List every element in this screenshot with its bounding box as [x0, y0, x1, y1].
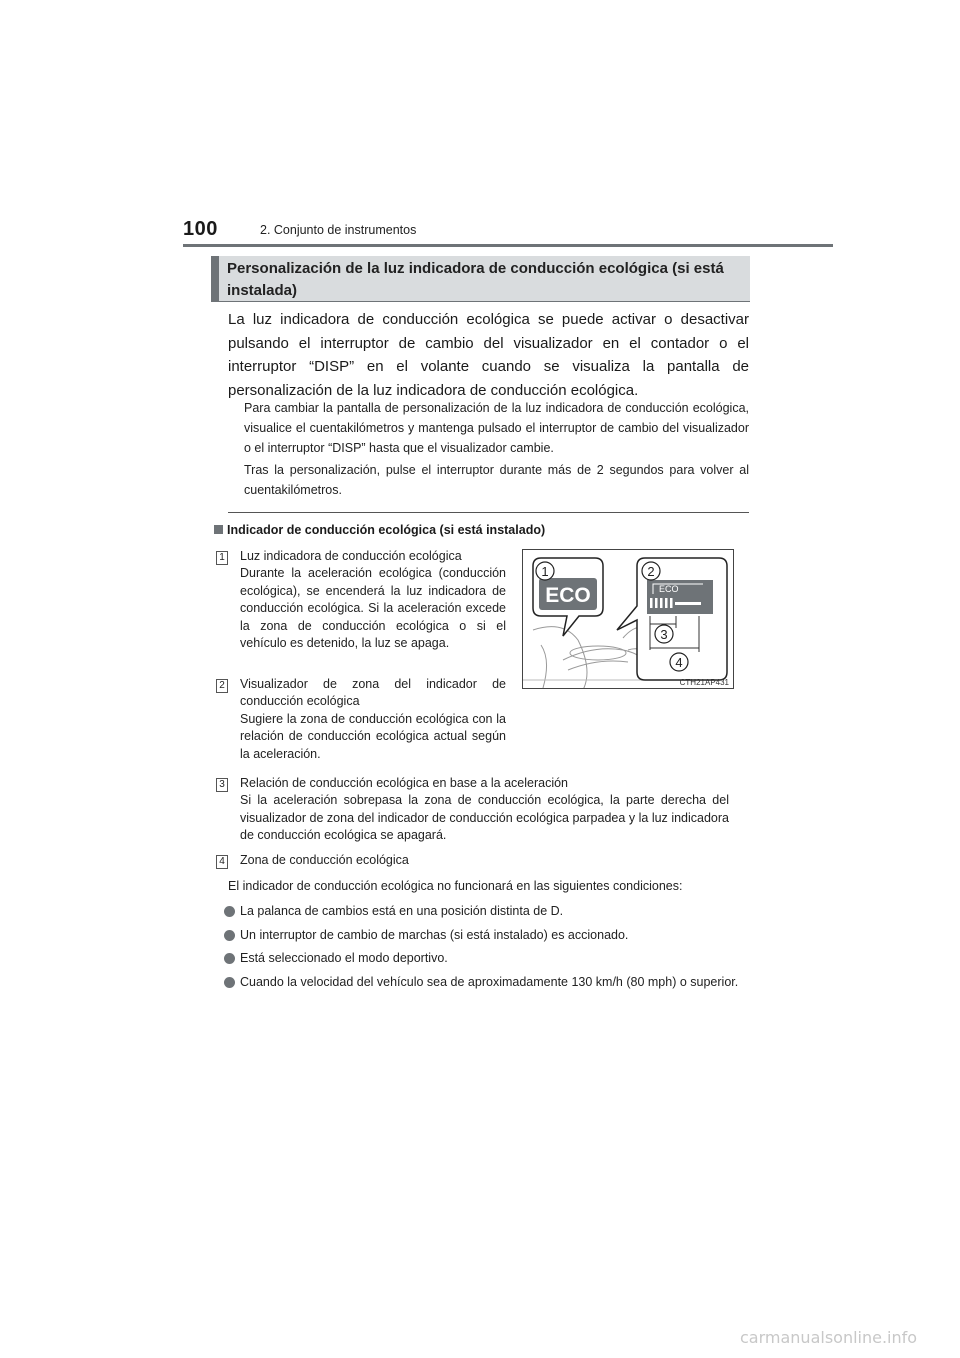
item-number-4: 4	[216, 855, 228, 869]
item-4	[240, 852, 729, 869]
intro-paragraph: La luz indicadora de conducción ecológica se puede activar o desactivar pulsando el interruptor de cambio del visualizador en el contador o el interruptor “DISP” en el volante cuando se visualiza la pantalla de personalización de la luz indicadora de conducción ecológica.	[228, 311, 749, 399]
section-title: 2. Conjunto de instrumentos	[260, 223, 417, 237]
square-bullet-icon	[214, 525, 223, 534]
item-4-title: Zona de conducción ecológica	[240, 853, 409, 867]
callout-4: 4	[675, 655, 683, 670]
section-heading	[211, 256, 750, 302]
item-3	[240, 775, 729, 845]
subheading	[214, 523, 545, 537]
item-number-2: 2	[216, 679, 228, 693]
dashboard-illustration	[523, 550, 734, 689]
item-number-1: 1	[216, 551, 228, 565]
eco-label: ECO	[545, 584, 591, 607]
condition-item: Cuando la velocidad del vehículo sea de aproximadamente 130 km/h (80 mph) o superior.	[224, 974, 750, 991]
conditions-intro: El indicador de conducción ecológica no funcionará en las siguientes condiciones:	[228, 879, 683, 893]
section-heading-line1: Personalización de la luz indicadora de conducción ecológica (si está	[227, 260, 724, 277]
bullet-dot-icon	[224, 906, 235, 917]
callout-1: 1	[541, 564, 549, 579]
condition-item: Un interruptor de cambio de marchas (si está instalado) es accionado.	[224, 927, 750, 944]
item-2	[240, 676, 506, 763]
subheading-text: Indicador de conducción ecológica (si está instalado)	[227, 523, 546, 537]
item-2-body: Sugiere la zona de conducción ecológica con la relación de conducción ecológica actual según la aceleración.	[240, 711, 506, 761]
item-2-title: Visualizador de zona del indicador de conducción ecológica	[240, 677, 506, 709]
eco-small-label: ECO	[659, 584, 679, 594]
note-paragraph: Para cambiar la pantalla de personalización de la luz indicadora de conducción ecológica, visualice el cuentakilómetros y mantenga pulsado el interruptor de cambio del visualizador o el interruptor “DISP” hasta que el visualizador cambie.	[244, 401, 749, 455]
item-1	[240, 548, 506, 652]
item-number-3: 3	[216, 778, 228, 792]
eco-indicator-figure	[522, 549, 734, 689]
bullet-dot-icon	[224, 930, 235, 941]
section-heading-line2: instalada)	[227, 282, 298, 299]
callout-3: 3	[660, 627, 668, 642]
item-1-body: Durante la aceleración ecológica (conducción ecológica), se encenderá la luz indicadora de conducción ecológica. Si la aceleración excede la zona de conducción ecológica o si el vehículo es detenido, la luz se apaga.	[240, 566, 506, 651]
divider	[228, 512, 749, 513]
bullet-dot-icon	[224, 977, 235, 988]
page-number: 100	[183, 218, 218, 240]
callout-2: 2	[647, 564, 655, 579]
condition-item: Está seleccionado el modo deportivo.	[224, 950, 750, 967]
bullet-dot-icon	[224, 953, 235, 964]
item-3-title: Relación de conducción ecológica en base a la aceleración	[240, 776, 568, 790]
item-1-title: Luz indicadora de conducción ecológica	[240, 549, 462, 563]
figure-code: CTH21AP431	[679, 678, 729, 687]
header-rule	[183, 244, 833, 247]
item-3-body: Si la aceleración sobrepasa la zona de conducción ecológica, la parte derecha del visualizador de zona del indicador de conducción ecológica parpadea y la luz indicadora de conducción ecológica se apagará.	[240, 793, 729, 843]
watermark: carmanualsonline.info	[740, 1328, 918, 1347]
note-paragraph: Tras la personalización, pulse el interruptor durante más de 2 segundos para volver al cuentakilómetros.	[244, 463, 749, 497]
condition-item: La palanca de cambios está en una posición distinta de D.	[224, 903, 750, 920]
